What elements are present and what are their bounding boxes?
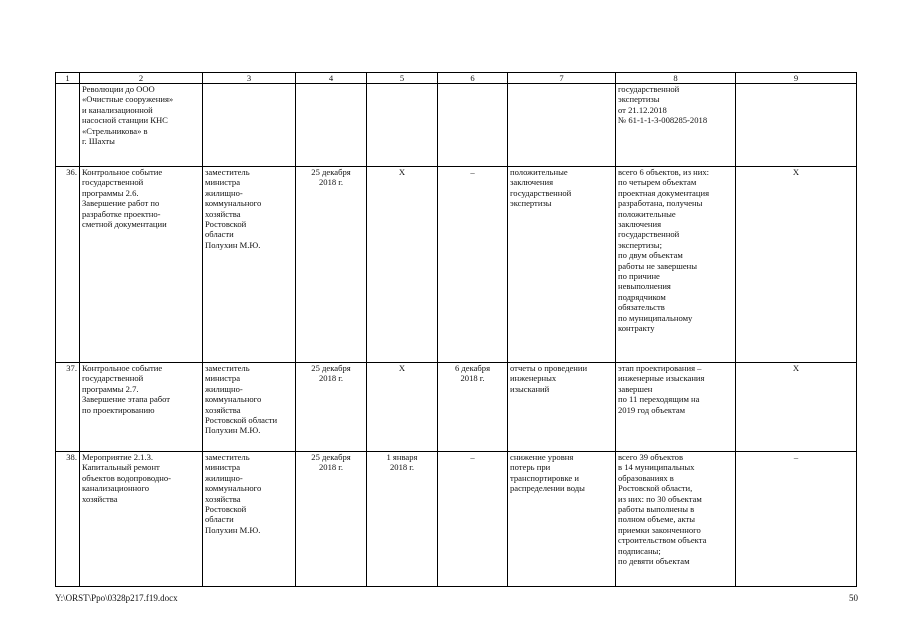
responsible-cell	[203, 84, 296, 167]
column-9-cell: Х	[736, 363, 857, 452]
responsible-cell: заместитель министра жилищно- коммунального хозяйства Ростовской области Полухин М.Ю.	[203, 363, 296, 452]
row-number	[56, 84, 80, 167]
table-row	[56, 452, 857, 587]
row-number: 36.	[56, 167, 80, 363]
status-cell: этап проектирования – инженерные изыскания завершен по 11 переходящим на 2019 год объектам	[616, 363, 736, 452]
event-cell: Революции до ООО «Очистные сооружения» и канализационной насосной станции КНС «Стрельникова» в г. Шахты	[80, 84, 203, 167]
responsible-cell: заместитель министра жилищно- коммунального хозяйства Ростовской области Полухин М.Ю.	[203, 452, 296, 587]
column-9-cell: –	[736, 452, 857, 587]
planned-date-cell: 25 декабря 2018 г.	[296, 363, 367, 452]
column-9-cell	[736, 84, 857, 167]
table-row	[56, 363, 857, 452]
event-cell: Контрольное событие государственной программы 2.7. Завершение этапа работ по проектированию	[80, 363, 203, 452]
planned-date-cell	[296, 84, 367, 167]
result-cell: отчеты о проведении инженерных изысканий	[508, 363, 616, 452]
header-cell: 3	[203, 73, 296, 84]
result-cell: снижение уровня потерь при транспортировке и распределении воды	[508, 452, 616, 587]
column-5-cell: Х	[367, 363, 438, 452]
table-row	[56, 167, 857, 363]
header-cell: 4	[296, 73, 367, 84]
status-cell: всего 39 объектов в 14 муниципальных образованиях в Ростовской области, из них: по 30 объектам работы выполнены в полном объеме, акты приемки законченного строительством объекта подписаны; по девяти объектам	[616, 452, 736, 587]
footer-file-path: Y:\ORST\Ppo\0328p217.f19.docx	[55, 593, 178, 603]
header-cell: 7	[508, 73, 616, 84]
column-5-cell: Х	[367, 167, 438, 363]
planned-date-cell: 25 декабря 2018 г.	[296, 452, 367, 587]
table-row	[56, 84, 857, 167]
column-9-cell: Х	[736, 167, 857, 363]
responsible-cell: заместитель министра жилищно- коммунального хозяйства Ростовской области Полухин М.Ю.	[203, 167, 296, 363]
header-cell: 2	[80, 73, 203, 84]
result-cell: положительные заключения государственной экспертизы	[508, 167, 616, 363]
page-number: 50	[849, 593, 858, 603]
event-cell: Мероприятие 2.1.3. Капитальный ремонт объектов водопроводно- канализационного хозяйства	[80, 452, 203, 587]
row-number: 38.	[56, 452, 80, 587]
status-cell: всего 6 объектов, из них: по четырем объектам проектная документация разработана, получены положительные заключения государственной экспертизы; по двум объектам работы не завершены по причине невыполнения подрядчиком обязательств по муниципальному контракту	[616, 167, 736, 363]
result-cell	[508, 84, 616, 167]
status-cell: государственной экспертизы от 21.12.2018 № 61-1-1-3-008285-2018	[616, 84, 736, 167]
header-cell: 1	[56, 73, 80, 84]
actual-date-cell: –	[438, 167, 508, 363]
actual-date-cell	[438, 84, 508, 167]
header-cell: 6	[438, 73, 508, 84]
column-5-cell: 1 января 2018 г.	[367, 452, 438, 587]
actual-date-cell: 6 декабря 2018 г.	[438, 363, 508, 452]
row-number: 37.	[56, 363, 80, 452]
event-cell: Контрольное событие государственной программы 2.6. Завершение работ по разработке проектно- сметной документации	[80, 167, 203, 363]
actual-date-cell: –	[438, 452, 508, 587]
header-cell: 8	[616, 73, 736, 84]
column-number-header	[56, 73, 857, 84]
report-table	[55, 72, 857, 587]
header-cell: 5	[367, 73, 438, 84]
header-cell: 9	[736, 73, 857, 84]
column-5-cell	[367, 84, 438, 167]
planned-date-cell: 25 декабря 2018 г.	[296, 167, 367, 363]
